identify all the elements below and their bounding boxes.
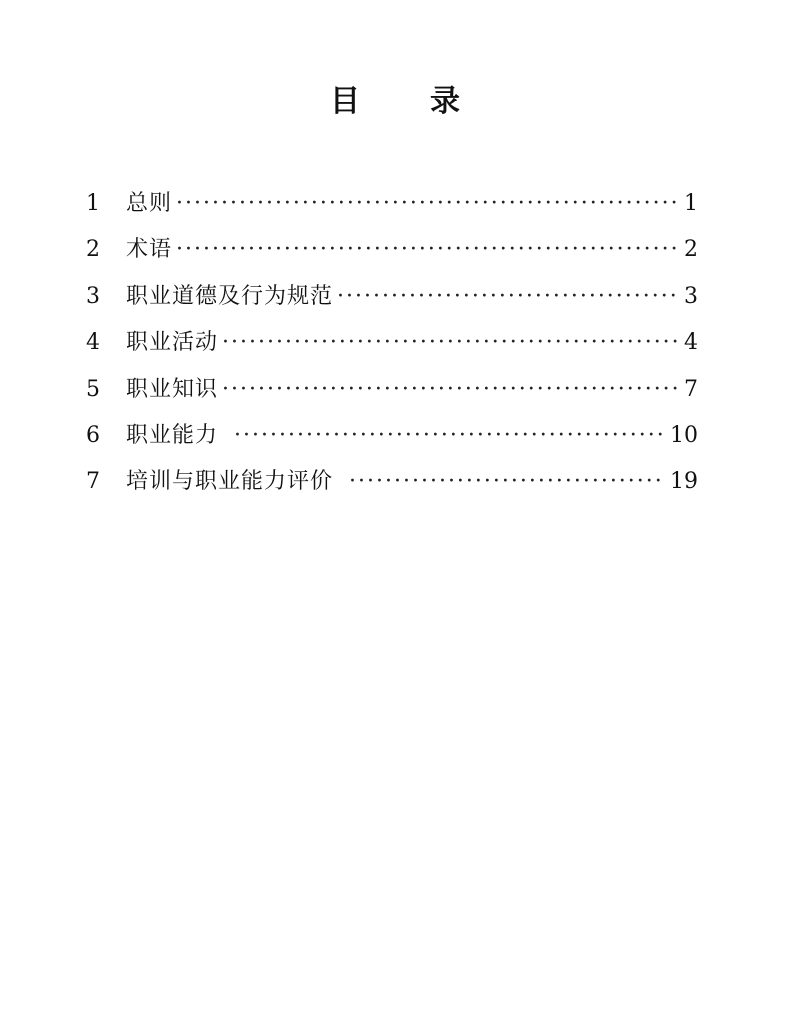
toc-entry-label: 术语 (126, 237, 173, 263)
toc-entry[interactable] (86, 227, 698, 273)
toc-entry-label: 职业知识 (126, 376, 219, 402)
toc-entry-number: 2 (86, 237, 100, 263)
toc-entry-label: 职业道德及行为规范 (126, 283, 334, 309)
toc-entry-page: 3 (684, 283, 698, 309)
toc-entry-number: 1 (86, 191, 100, 216)
toc-entry-label: 总则 (126, 191, 173, 216)
dot-leader (222, 367, 678, 413)
toc-entry-page: 2 (684, 237, 698, 263)
dot-leader (234, 413, 664, 459)
toc-entry-label: 培训与职业能力评价 (126, 469, 334, 495)
toc-entry[interactable] (86, 367, 698, 413)
toc-entry-page: 4 (684, 330, 698, 356)
toc-entry-label: 职业能力 (126, 422, 219, 448)
toc-entry-number: 5 (86, 376, 100, 402)
toc-entry-page: 10 (670, 422, 698, 448)
toc-entry-number: 4 (86, 330, 100, 356)
toc-entry[interactable] (86, 320, 698, 366)
dot-leader (349, 459, 664, 505)
dot-leader (337, 274, 678, 320)
toc-entry-page: 1 (684, 191, 698, 216)
toc-entry[interactable] (86, 459, 698, 505)
toc-entry-number: 7 (86, 469, 100, 495)
dot-leader (176, 227, 678, 273)
dot-leader (222, 320, 678, 366)
toc-entry-page: 7 (684, 376, 698, 402)
toc-entry-number: 3 (86, 283, 100, 309)
toc-entry-page: 19 (670, 469, 698, 495)
toc-entry-number: 6 (86, 422, 100, 448)
toc-entry[interactable] (86, 274, 698, 320)
dot-leader (176, 181, 678, 227)
table-of-contents (86, 181, 698, 506)
toc-entry[interactable] (86, 181, 698, 227)
toc-entry[interactable] (86, 413, 698, 459)
page-title: 目录 (330, 84, 530, 119)
toc-entry-label: 职业活动 (126, 330, 219, 356)
